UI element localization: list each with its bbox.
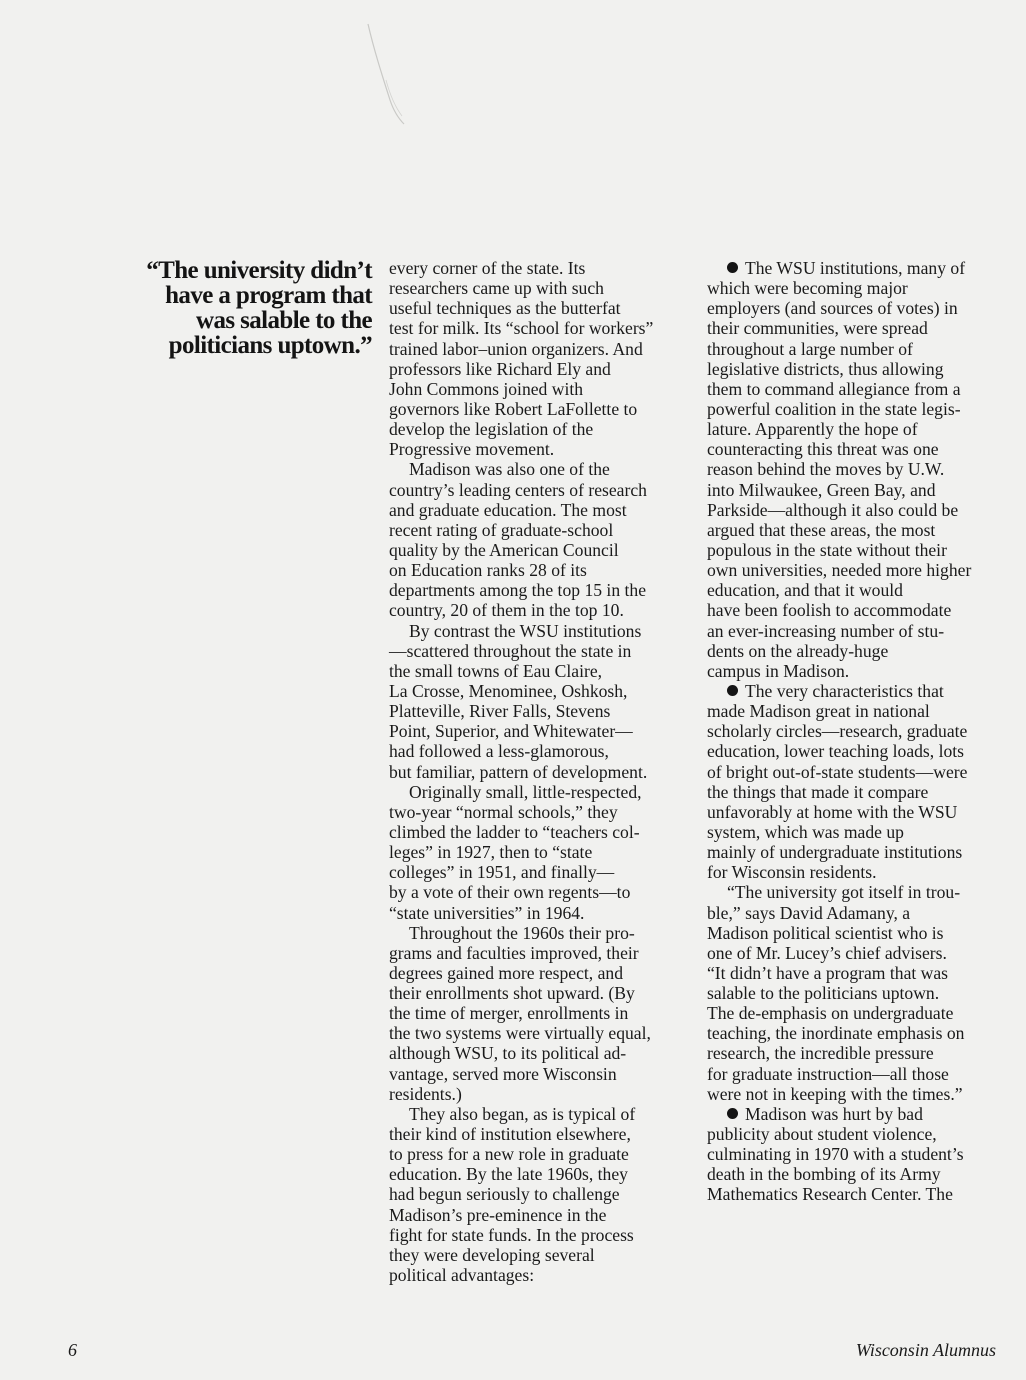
text-line: vantage, served more Wisconsin xyxy=(389,1063,617,1084)
text-line: for Wisconsin residents. xyxy=(707,862,877,883)
pull-quote-line: have a program that xyxy=(165,282,372,309)
text-line: Progressive movement. xyxy=(389,439,555,460)
text-line: education, and that it would xyxy=(707,580,903,601)
text-line: their kind of institution elsewhere, xyxy=(389,1124,631,1145)
text-line: and graduate education. The most xyxy=(389,499,627,520)
text-line xyxy=(707,258,1007,278)
text-line: quality by the American Council xyxy=(389,539,619,560)
text-line: their communities, were spread xyxy=(707,318,928,339)
text-line: education, lower teaching loads, lots xyxy=(707,741,964,762)
text-line: dents on the already-huge xyxy=(707,640,889,661)
text-line: an ever-increasing number of stu- xyxy=(707,620,945,641)
text-line: fight for state funds. In the process xyxy=(389,1224,634,1245)
text-line: powerful coalition in the state legis- xyxy=(707,398,961,419)
text-line: by a vote of their own regents—to xyxy=(389,882,631,903)
text-line: them to command allegiance from a xyxy=(707,378,961,399)
text-line: trained labor–union organizers. And xyxy=(389,338,643,359)
text-line: recent rating of graduate-school xyxy=(389,519,614,540)
text-line: own universities, needed more higher xyxy=(707,560,972,581)
text-line: climbed the ladder to “teachers col- xyxy=(389,821,640,842)
text-line: They also began, as is typical of xyxy=(409,1103,636,1124)
text-line: unfavorably at home with the WSU xyxy=(707,801,958,822)
text-line: leges” in 1927, then to “state xyxy=(389,842,593,863)
text-line: reason behind the moves by U.W. xyxy=(707,459,945,480)
text-line: lature. Apparently the hope of xyxy=(707,419,918,440)
text-line: Parkside—although it also could be xyxy=(707,499,959,520)
bullet-text: Madison was hurt by bad xyxy=(745,1103,923,1124)
text-line: governors like Robert LaFollette to xyxy=(389,398,638,419)
text-line: populous in the state without their xyxy=(707,539,947,560)
text-line: scholarly circles—research, graduate xyxy=(707,721,968,742)
text-line: argued that these areas, the most xyxy=(707,519,936,540)
page-number: 6 xyxy=(68,1340,77,1360)
text-line: Point, Superior, and Whitewater— xyxy=(389,721,633,742)
text-line: degrees gained more respect, and xyxy=(389,962,623,983)
text-line: education. By the late 1960s, they xyxy=(389,1164,628,1185)
text-line: the small towns of Eau Claire, xyxy=(389,660,603,681)
text-line: grams and faculties improved, their xyxy=(389,942,639,963)
article-column-2 xyxy=(707,258,1007,1205)
text-line: “It didn’t have a program that was xyxy=(707,962,949,983)
text-line: country, 20 of them in the top 10. xyxy=(389,600,624,621)
text-line: on Education ranks 28 of its xyxy=(389,560,587,581)
text-line: Platteville, River Falls, Stevens xyxy=(389,701,611,722)
text-line: which were becoming major xyxy=(707,278,908,299)
text-line: were not in keeping with the times.” xyxy=(707,1083,963,1104)
text-line: counteracting this threat was one xyxy=(707,439,939,460)
text-line: “state universities” in 1964. xyxy=(389,902,585,923)
text-line: one of Mr. Lucey’s chief advisers. xyxy=(707,942,947,963)
pull-quote-line: was salable to the xyxy=(195,307,372,334)
text-line: although WSU, to its political ad- xyxy=(389,1043,627,1064)
text-line: of bright out-of-state students—were xyxy=(707,761,968,782)
text-line: ble,” says David Adamany, a xyxy=(707,902,911,923)
text-line: teaching, the inordinate emphasis on xyxy=(707,1023,965,1044)
publication-name: Wisconsin Alumnus xyxy=(855,1340,996,1360)
text-line: culminating in 1970 with a student’s xyxy=(707,1144,964,1165)
paper-crease-mark xyxy=(360,20,410,130)
text-line: system, which was made up xyxy=(707,821,904,842)
text-line: to press for a new role in graduate xyxy=(389,1144,629,1165)
text-line: every corner of the state. Its xyxy=(389,258,586,278)
text-line: test for milk. Its “school for workers” xyxy=(389,318,654,339)
text-line: researchers came up with such xyxy=(389,278,604,299)
text-line: political advantages: xyxy=(389,1265,535,1286)
text-line: legislative districts, thus allowing xyxy=(707,358,944,379)
text-line: made Madison great in national xyxy=(707,701,930,722)
text-line: departments among the top 15 in the xyxy=(389,580,647,601)
text-line: The de-emphasis on undergraduate xyxy=(707,1003,954,1024)
text-line: La Crosse, Menominee, Oshkosh, xyxy=(389,680,628,701)
text-line: develop the legislation of the xyxy=(389,419,594,440)
text-line: Madison was also one of the xyxy=(409,459,610,480)
text-line: —scattered throughout the state in xyxy=(389,640,632,661)
text-line: “The university got itself in trou- xyxy=(727,882,961,903)
text-line: death in the bombing of its Army xyxy=(707,1164,941,1185)
text-line xyxy=(707,1104,1007,1124)
text-line: employers (and sources of votes) in xyxy=(707,298,958,319)
text-line: had followed a less-glamorous, xyxy=(389,741,609,762)
text-line: Madison’s pre-eminence in the xyxy=(389,1204,607,1225)
bullet-icon xyxy=(727,685,738,696)
text-line: for graduate instruction—all those xyxy=(707,1063,949,1084)
text-line: publicity about student violence, xyxy=(707,1124,937,1145)
text-line: useful techniques as the butterfat xyxy=(389,298,621,319)
text-line: John Commons joined with xyxy=(389,378,584,399)
pull-quote-line: “The university didn’t xyxy=(146,257,372,284)
text-line: country’s leading centers of research xyxy=(389,479,647,500)
bullet-icon xyxy=(727,1108,738,1119)
bullet-text: The WSU institutions, many of xyxy=(745,258,966,278)
text-line: but familiar, pattern of development. xyxy=(389,761,648,782)
text-line: Madison political scientist who is xyxy=(707,922,944,943)
text-line: have been foolish to accommodate xyxy=(707,600,952,621)
bullet-icon xyxy=(727,262,738,273)
article-column-1 xyxy=(389,258,689,1285)
text-line: into Milwaukee, Green Bay, and xyxy=(707,479,936,500)
text-line: throughout a large number of xyxy=(707,338,913,359)
text-line: two-year “normal schools,” they xyxy=(389,801,618,822)
text-line: Originally small, little-respected, xyxy=(409,781,642,802)
text-line: the two systems were virtually equal, xyxy=(389,1023,651,1044)
text-line: the time of merger, enrollments in xyxy=(389,1003,629,1024)
text-line: colleges” in 1951, and finally— xyxy=(389,862,615,883)
text-line: professors like Richard Ely and xyxy=(389,358,611,379)
text-line: they were developing several xyxy=(389,1244,595,1265)
text-line: salable to the politicians uptown. xyxy=(707,983,940,1004)
text-line: Mathematics Research Center. The xyxy=(707,1184,953,1205)
text-line: the things that made it compare xyxy=(707,781,929,802)
bullet-text: The very characteristics that xyxy=(745,680,944,701)
text-line: their enrollments shot upward. (By xyxy=(389,983,635,1004)
text-line: had begun seriously to challenge xyxy=(389,1184,620,1205)
text-line: campus in Madison. xyxy=(707,660,850,681)
text-line: mainly of undergraduate institutions xyxy=(707,842,963,863)
text-line: research, the incredible pressure xyxy=(707,1043,934,1064)
text-line: Throughout the 1960s their pro- xyxy=(409,922,635,943)
text-line: By contrast the WSU institutions xyxy=(409,620,642,641)
text-line: residents.) xyxy=(389,1083,462,1104)
pull-quote xyxy=(138,258,372,358)
text-line xyxy=(707,681,1007,701)
pull-quote-line: politicians uptown.” xyxy=(168,332,372,359)
